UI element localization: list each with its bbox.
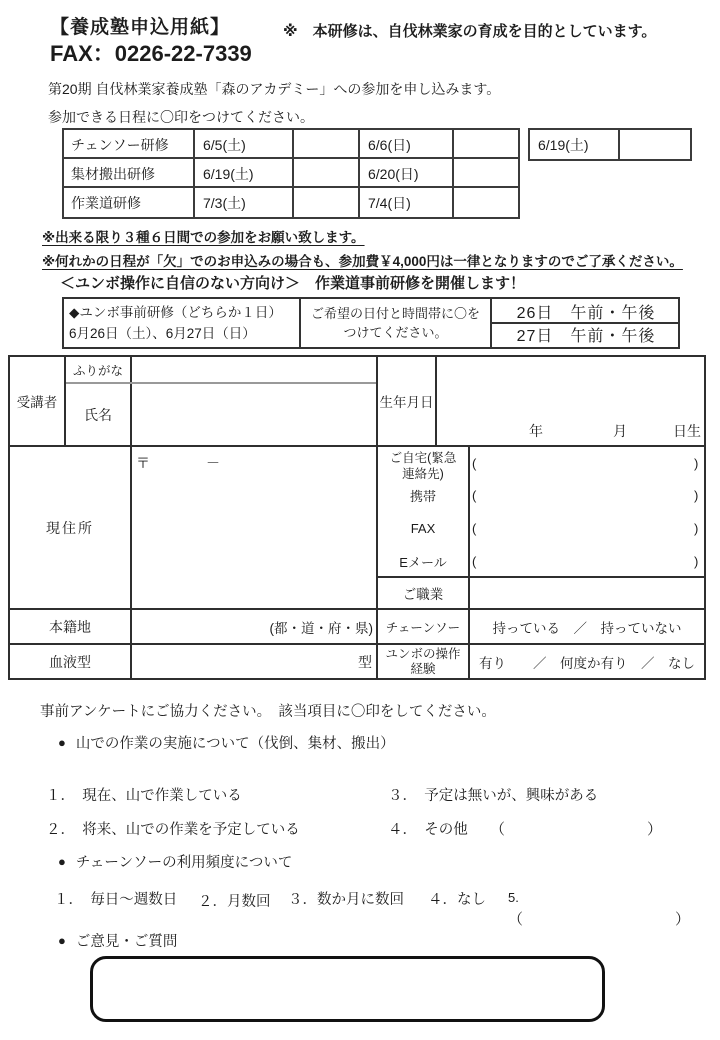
survey-q2-option-3[interactable]: ３．数か月に数回 — [288, 892, 404, 908]
note-attendance: ※出来る限り３種６日間での参加をお願い致します。 — [42, 230, 365, 245]
paren-open: ( — [472, 554, 477, 569]
survey-q2-heading: ● チェーンソーの利用頻度について — [58, 854, 293, 871]
excavator-options[interactable]: 有り ／ 何度か有り ／ なし — [479, 655, 695, 671]
survey-q2-option-4[interactable]: ４．なし — [428, 892, 486, 908]
comments-box[interactable] — [90, 956, 605, 1022]
birth-month-unit: 月 — [613, 423, 627, 439]
paren-close: ) — [694, 456, 699, 471]
mark-cell[interactable] — [292, 186, 360, 219]
bullet-icon: ● — [58, 735, 66, 750]
course-label: 作業道研修 — [62, 186, 195, 219]
course-date: 7/3(土) — [193, 186, 294, 219]
survey-q2-option-1[interactable]: １． 毎日～週数日 — [54, 892, 178, 908]
course-label: チェンソー研修 — [62, 128, 195, 161]
chainsaw-label: チェーンソー — [385, 620, 461, 635]
mark-cell[interactable] — [452, 186, 520, 219]
pretraining-instruction: ご希望の日付と時間帯に〇を つけてください。 — [310, 306, 480, 340]
paren-open: ( — [472, 456, 477, 471]
birthdate-input[interactable] — [437, 357, 704, 445]
course-date: 6/19(土) — [193, 157, 294, 190]
name-input[interactable] — [132, 384, 376, 445]
schedule-table — [62, 128, 702, 220]
survey-q1-option-2[interactable]: ２． 将来、山での作業を予定している — [46, 822, 300, 838]
bullet-icon: ● — [58, 933, 66, 948]
paren-close: ) — [694, 554, 699, 569]
pretraining-option-27[interactable]: 27日 午前・午後 — [516, 328, 656, 345]
contact-mobile-label: 携帯 — [409, 488, 436, 504]
survey-q1-option-1[interactable]: １． 現在、山で作業している — [46, 788, 242, 804]
registry-label: 本籍地 — [49, 618, 91, 635]
survey-q1-option-4[interactable]: ４． その他 — [388, 822, 468, 838]
occupation-input[interactable] — [470, 578, 704, 608]
course-date: 7/4(日) — [358, 186, 454, 219]
bullet-icon: ● — [58, 854, 66, 869]
furigana-input[interactable] — [132, 357, 376, 382]
course-date: 6/6(日) — [358, 128, 454, 161]
survey-comments-heading: ● ご意見・ご質問 — [58, 933, 178, 950]
chainsaw-options[interactable]: 持っている ／ 持っていない — [492, 620, 682, 636]
course-label: 集材搬出研修 — [62, 157, 195, 190]
survey-q2-other-input[interactable]: （ ） — [508, 911, 690, 928]
survey-q1-option-3[interactable]: ３． 予定は無いが、興味がある — [388, 788, 599, 804]
postal-mark: 〒 － — [136, 455, 220, 471]
registry-input[interactable]: (都・道・府・県) — [269, 620, 373, 636]
blood-type-input[interactable]: 型 — [358, 653, 372, 670]
survey-q2-option-2[interactable]: ２．月数回 — [198, 894, 271, 910]
contact-values-area[interactable] — [470, 447, 704, 576]
survey-q1-other-input[interactable]: （ ） — [490, 821, 662, 838]
paren-close: ) — [694, 521, 699, 536]
fax-number: FAX：0226-22-7339 — [50, 41, 252, 66]
survey-q2-option-5[interactable]: 5. — [508, 890, 519, 905]
contact-home-label: ご自宅(緊急 連絡先) — [389, 451, 457, 481]
survey-intro: 事前アンケートにご協力ください。 該当項目に〇印をしてください。 — [40, 704, 496, 720]
paren-open: ( — [472, 488, 477, 503]
paren-open: ( — [472, 521, 477, 536]
excavator-label: ユンボの操作 経験 — [385, 646, 461, 676]
birth-day-unit: 日生 — [673, 423, 701, 439]
birthdate-label: 生年月日 — [379, 395, 434, 410]
intro-line-2: 参加できる日程に〇印をつけてください。 — [48, 109, 314, 125]
course-date: 6/5(土) — [193, 128, 294, 161]
intro-line-1: 第20期 自伐林業家養成塾「森のアカデミー」への参加を申し込みます。 — [48, 81, 501, 97]
contact-email-label: Eメール — [399, 554, 447, 570]
pretraining-table — [62, 297, 680, 349]
applicant-form-table — [8, 355, 706, 680]
pretraining-heading: ＜ユンボ操作に自信のない方向け＞ 作業道事前研修を開催します！ — [60, 275, 526, 292]
pretraining-option-26[interactable]: 26日 午前・午後 — [516, 305, 656, 322]
pretraining-dates: ◆ユンボ事前研修（どちらか１日） 6月26日（土）、6月27日（日） — [69, 305, 282, 341]
birth-year-unit: 年 — [529, 423, 543, 439]
contact-fax-label: FAX — [410, 520, 436, 536]
page-title: 【養成塾申込用紙】 — [50, 17, 231, 38]
mark-cell[interactable] — [618, 128, 692, 161]
attendee-label: 受講者 — [16, 395, 58, 410]
course-date: 6/20(日) — [358, 157, 454, 190]
occupation-label: ご職業 — [402, 587, 444, 602]
survey-q1-heading: ● 山での作業の実施について（伐倒、集材、搬出） — [58, 735, 395, 752]
purpose-note: ※ 本研修は、自伐林業家の育成を目的としています。 — [283, 23, 657, 40]
note-fee: ※何れかの日程が「欠」でのお申込みの場合も、参加費￥4,000円は一律となりますのでご了承ください。 — [42, 254, 683, 269]
paren-close: ) — [694, 488, 699, 503]
course-date: 6/19(土) — [528, 128, 620, 161]
address-label: 現住所 — [46, 519, 94, 536]
name-label: 氏名 — [84, 406, 112, 423]
blood-type-label: 血液型 — [49, 653, 91, 670]
furigana-label: ふりがな — [72, 363, 123, 378]
